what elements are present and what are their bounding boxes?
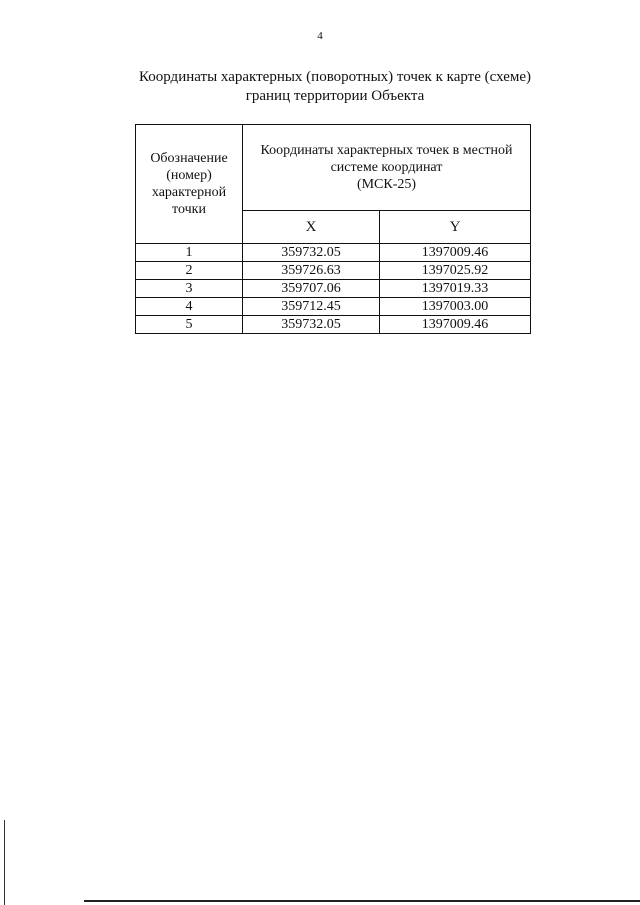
header-y: Y: [379, 211, 530, 244]
point-number: 1: [136, 244, 243, 262]
coord-x: 359707.06: [243, 280, 380, 298]
table-header-row: [136, 125, 531, 211]
coord-y: 1397009.46: [379, 316, 530, 334]
point-number: 4: [136, 298, 243, 316]
header-x: X: [243, 211, 380, 244]
document-title: [120, 68, 550, 106]
point-number: 2: [136, 262, 243, 280]
coordinates-table: [135, 124, 531, 334]
coord-x: 359712.45: [243, 298, 380, 316]
coord-x: 359732.05: [243, 244, 380, 262]
coord-y: 1397019.33: [379, 280, 530, 298]
table-row: [136, 280, 531, 298]
coord-x: 359732.05: [243, 316, 380, 334]
header-coordinates: Координаты характерных точек в местной системе координат (МСК-25): [243, 125, 531, 211]
page-number: 4: [317, 30, 323, 42]
point-number: 3: [136, 280, 243, 298]
table-row: [136, 262, 531, 280]
point-number: 5: [136, 316, 243, 334]
header-point-designation: Обозначение (номер) характерной точки: [136, 125, 243, 244]
title-line-2: границ территории Объекта: [245, 88, 425, 104]
table-row: [136, 298, 531, 316]
coord-x: 359726.63: [243, 262, 380, 280]
title-line-1: Координаты характерных (поворотных) точек к карте (схеме): [139, 69, 531, 85]
coord-y: 1397009.46: [379, 244, 530, 262]
coord-y: 1397003.00: [379, 298, 530, 316]
scan-edge-mark: [4, 820, 5, 905]
scan-bottom-edge: [84, 900, 640, 902]
coord-y: 1397025.92: [379, 262, 530, 280]
table-row: [136, 316, 531, 334]
table-row: [136, 244, 531, 262]
